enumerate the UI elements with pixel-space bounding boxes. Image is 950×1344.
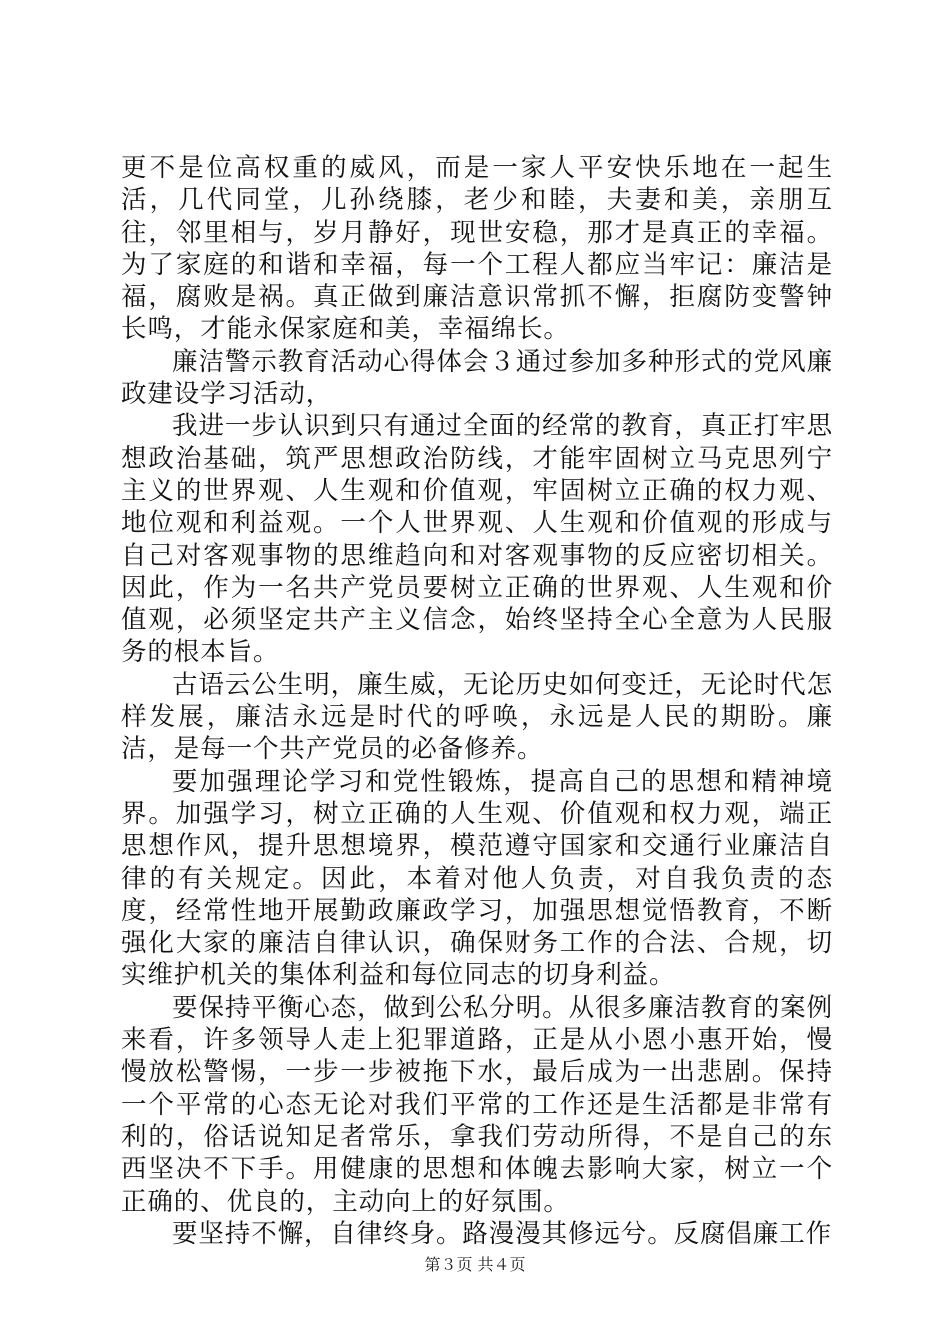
paragraph-6: 要保持平衡心态，做到公私分明。从很多廉洁教育的案例来看，许多领导人走上犯罪道路，正是从小恩小惠开始，慢慢放松警惕，一步一步被拖下水，最后成为一出悲剧。保持一个平常的心态无论对我们平常的工作还是生活都是非常有利的，俗话说知足者常乐，拿我们劳动所得，不是自己的东西坚决不下手。用健康的思想和体魄去影响大家，树立一个正确的、优良的，主动向上的好氛围。 — [121, 992, 833, 1217]
paragraph-2: 廉洁警示教育活动心得体会３通过参加多种形式的党风廉政建设学习活动， — [121, 346, 833, 410]
paragraph-7: 要坚持不懈，自律终身。路漫漫其修远兮。反腐倡廉工作 — [172, 1218, 833, 1249]
page-footer: 第３页 共４页 — [424, 1255, 526, 1274]
paragraph-1: 更不是位高权重的威风，而是一家人平安快乐地在一起生活，几代同堂，儿孙绕膝，老少和睦，夫妻和美，亲朋互往，邻里相与，岁月静好，现世安稳，那才是真正的幸福。为了家庭的和谐和幸福，每一个工程人都应当牢记：廉洁是福，腐败是祸。真正做到廉洁意识常抓不懈，拒腐防变警钟长鸣，才能永保家庭和美，幸福绵长。 — [121, 153, 833, 345]
paragraph-3: 我进一步认识到只有通过全面的经常的教育，真正打牢思想政治基础，筑严思想政治防线，才能牢固树立马克思列宁主义的世界观、人生观和价值观，牢固树立正确的权力观、地位观和利益观。一个人世界观、人生观和价值观的形成与自己对客观事物的思维趋向和对客观事物的反应密切相关。因此，作为一名共产党员要树立正确的世界观、人生观和价值观，必须坚定共产主义信念，始终坚持全心全意为人民服务的根本旨。 — [121, 411, 833, 668]
document-body — [121, 152, 833, 1250]
paragraph-4: 古语云公生明，廉生威，无论历史如何变迁，无论时代怎样发展，廉洁永远是时代的呼唤，永远是人民的期盼。廉洁，是每一个共产党员的必备修养。 — [121, 669, 833, 765]
paragraph-5: 要加强理论学习和党性锻炼，提高自己的思想和精神境界。加强学习，树立正确的人生观、价值观和权力观，端正思想作风，提升思想境界，模范遵守国家和交通行业廉洁自律的有关规定。因此，本着对他人负责，对自我负责的态度，经常性地开展勤政廉政学习，加强思想觉悟教育，不断强化大家的廉洁自律认识，确保财务工作的合法、合规，切实维护机关的集体利益和每位同志的切身利益。 — [121, 766, 833, 991]
